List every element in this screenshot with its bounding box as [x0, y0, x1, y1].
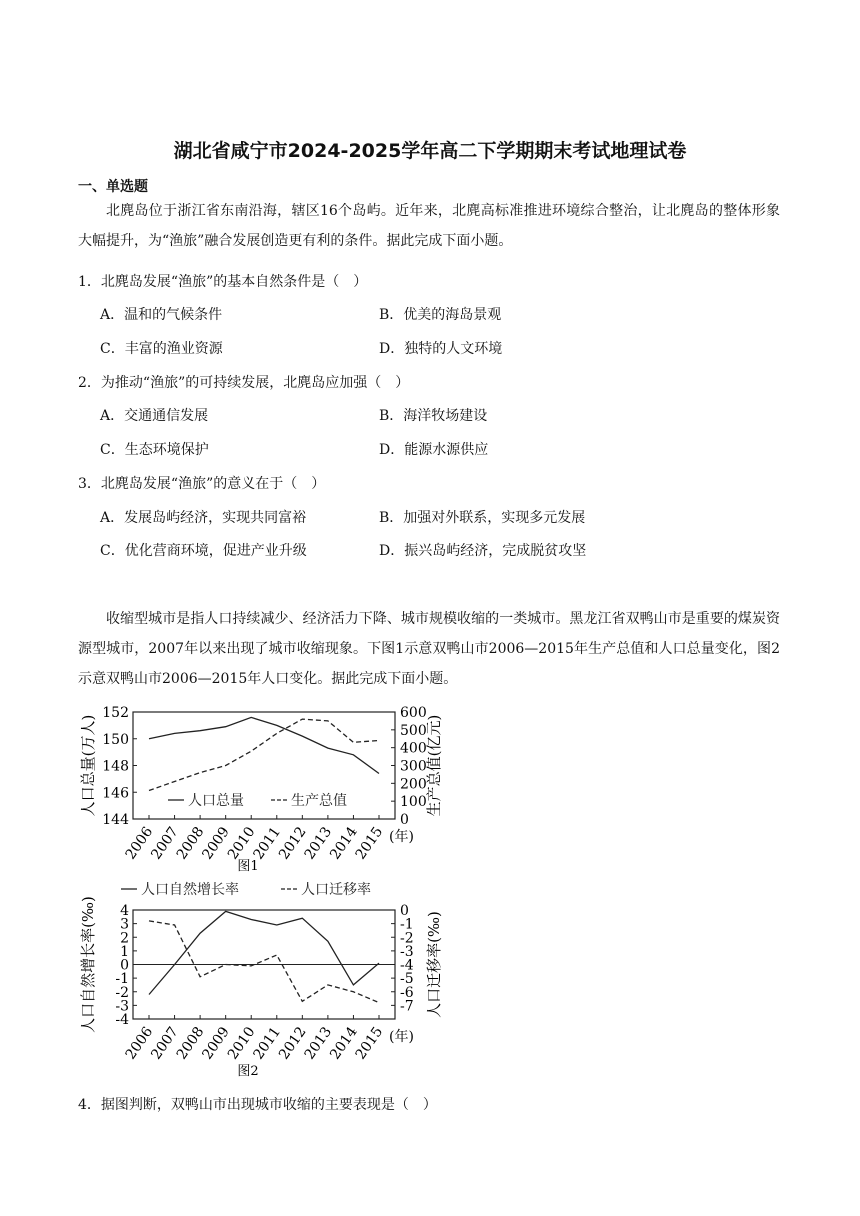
fig2-x-tick-label: 2006	[122, 1024, 157, 1063]
q1-option-d: D．独特的人文环境	[379, 341, 503, 357]
fig2-right-tick-label: -1	[400, 916, 414, 933]
q2-option-d: D．能源水源供应	[379, 442, 489, 458]
fig2-x-unit: (年)	[389, 1029, 414, 1045]
fig1-left-axis-title: 人口总量(万人)	[79, 714, 97, 817]
fig1-left-tick-label: 148	[102, 758, 129, 775]
fig1-right-tick-label: 0	[400, 812, 409, 828]
fig1-right-tick-label: 100	[400, 794, 427, 811]
q1-option-a: A．温和的气候条件	[100, 307, 223, 323]
fig2-legend-label-2: 人口迁移率	[301, 882, 371, 898]
fig2-caption: 图2	[237, 1064, 259, 1079]
fig1-right-tick-label: 400	[400, 740, 427, 757]
question-3-stem: 3．北麂岛发展“渔旅”的意义在于（ ）	[78, 476, 326, 492]
fig1-x-tick-label: 2010	[224, 824, 259, 863]
fig1-x-tick-label: 2007	[148, 824, 182, 863]
fig1-x-tick-label: 2009	[199, 824, 233, 863]
fig2-right-tick-label: 0	[400, 903, 409, 919]
fig1-x-tick-label: 2013	[301, 824, 336, 863]
q1-option-c: C．丰富的渔业资源	[100, 341, 223, 357]
fig1-legend-label-1: 人口总量	[188, 793, 244, 809]
fig1-x-unit: (年)	[389, 829, 414, 845]
fig2-x-tick-label: 2015	[352, 1024, 387, 1063]
question-2-stem: 2．为推动“渔旅”的可持续发展，北麂岛应加强（ ）	[78, 375, 410, 391]
fig2-series-line-1	[149, 911, 379, 994]
fig1-right-tick-label: 200	[400, 776, 427, 793]
question-1-stem: 1．北麂岛发展“渔旅”的基本自然条件是（ ）	[78, 274, 368, 290]
fig1-x-tick-label: 2008	[173, 824, 208, 863]
fig2-left-tick-label: 3	[120, 916, 129, 933]
fig1-left-tick-label: 150	[102, 731, 129, 748]
fig2-series-line-2	[149, 921, 379, 1003]
section-heading: 一、单选题	[78, 179, 148, 195]
fig1-x-tick-label: 2014	[327, 824, 361, 863]
fig1-right-axis-title: 生产总值(亿元)	[425, 714, 443, 817]
fig2-left-tick-label: -2	[115, 984, 129, 1001]
fig2-x-tick-label: 2010	[224, 1024, 259, 1063]
fig1-series-line-2	[149, 719, 379, 790]
fig2-left-tick-label: -1	[115, 971, 129, 988]
q2-option-b: B．海洋牧场建设	[379, 408, 488, 424]
q2-option-a: A．交通通信发展	[100, 408, 209, 424]
fig1-right-tick-label: 300	[400, 758, 427, 775]
page-title: 湖北省咸宁市2024-2025学年高二下学期期末考试地理试卷	[173, 140, 687, 162]
fig2-left-tick-label: 1	[120, 943, 129, 960]
fig2-right-axis-title: 人口迁移率(‰)	[425, 911, 443, 1018]
fig1-x-tick-label: 2011	[250, 824, 285, 863]
fig1-series-line-1	[149, 717, 379, 773]
q3-option-b: B．加强对外联系，实现多元发展	[379, 510, 586, 526]
fig2-x-tick-label: 2012	[276, 1024, 310, 1063]
fig2-x-tick-label: 2008	[173, 1024, 208, 1063]
fig2-x-tick-label: 2011	[250, 1024, 285, 1063]
fig2-right-tick-label: -7	[400, 998, 414, 1015]
fig2-left-tick-label: 0	[120, 957, 129, 974]
q3-option-a: A．发展岛屿经济，实现共同富裕	[100, 510, 307, 526]
fig2-left-tick-label: -3	[115, 998, 129, 1015]
fig2-left-tick-label: 4	[120, 903, 129, 919]
fig2-right-tick-label: -5	[400, 971, 414, 988]
fig2-right-tick-label: -6	[400, 984, 414, 1001]
q1-option-b: B．优美的海岛景观	[379, 307, 502, 323]
fig2-right-tick-label: -2	[400, 930, 414, 947]
q2-option-c: C．生态环境保护	[100, 442, 209, 458]
q3-option-d: D．振兴岛屿经济，完成脱贫攻坚	[379, 543, 587, 559]
fig1-left-tick-label: 152	[102, 705, 129, 721]
fig1-left-tick-label: 144	[102, 812, 129, 828]
fig1-right-tick-label: 500	[400, 722, 427, 739]
fig1-legend-label-2: 生产总值	[291, 793, 347, 809]
fig1-x-tick-label: 2012	[276, 824, 310, 863]
fig1-right-tick-label: 600	[400, 705, 427, 721]
passage-2: 收缩型城市是指人口持续减少、经济活力下降、城市规模收缩的一类城市。黑龙江省双鸭山市是重要的煤炭资源型城市，2007年以来出现了城市收缩现象。下图1示意双鸭山市2006—2015年生产总值和人口总量变化，图2示意双鸭山市2006—2015年人口变化。据此完成下面小题。	[78, 611, 780, 687]
passage-1: 北麂岛位于浙江省东南沿海，辖区16个岛屿。近年来，北麂高标准推进环境综合整治，让北麂岛的整体形象大幅提升，为“渔旅”融合发展创造更有利的条件。据此完成下面小题。	[78, 203, 780, 249]
question-4-stem: 4．据图判断，双鸭山市出现城市收缩的主要表现是（ ）	[78, 1097, 437, 1113]
fig1-left-tick-label: 146	[102, 785, 129, 802]
fig2-legend-label-1: 人口自然增长率	[141, 882, 239, 898]
fig2-left-tick-label: 2	[120, 930, 129, 947]
fig1-plot-frame	[133, 712, 395, 819]
fig2-x-tick-label: 2009	[199, 1024, 233, 1063]
fig1-x-tick-label: 2015	[352, 824, 387, 863]
fig1-x-tick-label: 2006	[122, 824, 157, 863]
q3-option-c: C．优化营商环境，促进产业升级	[100, 543, 307, 559]
fig1-caption: 图1	[237, 859, 259, 874]
fig2-right-tick-label: -4	[400, 957, 414, 974]
fig2-x-tick-label: 2014	[327, 1024, 361, 1063]
fig2-left-axis-title: 人口自然增长率(‰)	[79, 896, 97, 1033]
fig2-x-tick-label: 2013	[301, 1024, 336, 1063]
fig2-right-tick-label: -3	[400, 943, 414, 960]
fig2-x-tick-label: 2007	[148, 1024, 182, 1063]
fig2-left-tick-label: -4	[115, 1012, 129, 1028]
